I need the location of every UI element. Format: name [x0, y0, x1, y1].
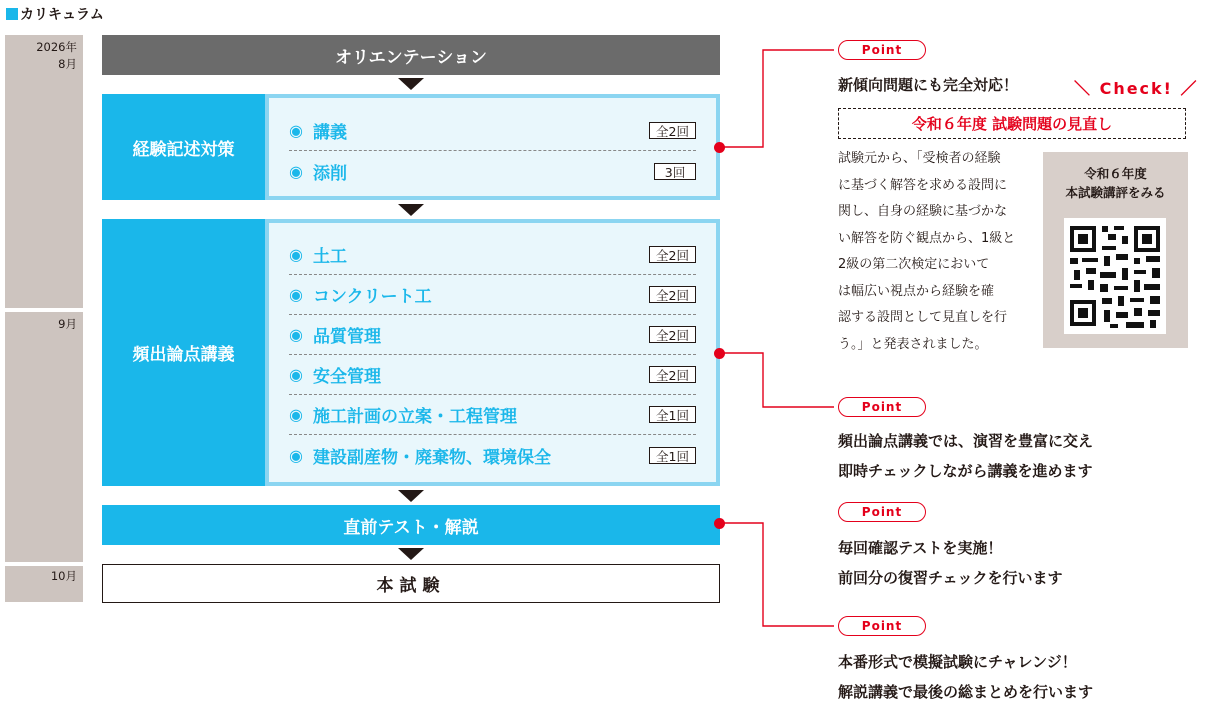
- session-count-badge: 全2回: [649, 366, 696, 383]
- final-review-label: 直前テスト・解説: [343, 517, 479, 538]
- point-line: 即時チェックしながら講義を進めます: [838, 462, 1093, 480]
- bullet-icon: ◉: [289, 285, 303, 304]
- exam-label: 本試験: [376, 576, 446, 596]
- check-banner: [838, 108, 1186, 139]
- bullet-icon: ◉: [289, 121, 303, 140]
- section-name: 経験記述対策: [132, 139, 235, 160]
- body-line: 2級の第二次検定において: [838, 257, 990, 272]
- orientation-label: オリエンテーション: [335, 47, 487, 68]
- point-line: 解説講義で最後の総まとめを行います: [838, 683, 1094, 701]
- point-badge-label: Point: [861, 43, 903, 57]
- section-title-text: カリキュラム: [20, 7, 104, 23]
- bullet-icon: ◉: [289, 405, 303, 424]
- point-text: [838, 70, 1018, 100]
- item-label: 添削: [313, 163, 347, 184]
- bullet-icon: ◉: [289, 445, 303, 465]
- qr-title: [1043, 164, 1188, 202]
- qr-code-icon[interactable]: [1064, 218, 1166, 334]
- check-body-text: [838, 146, 1043, 358]
- check-banner-label: 令和６年度 試験問題の見直し: [911, 115, 1113, 133]
- point-badge: [838, 502, 926, 522]
- point-text: [838, 426, 1093, 486]
- timeline-label: 2026年 8月: [36, 40, 77, 71]
- item-label: 建設副産物・廃棄物、環境保全: [313, 447, 551, 468]
- item-label: 品質管理: [313, 327, 381, 347]
- body-line: う。」と発表されました。: [838, 336, 988, 352]
- timeline-label: 9月: [58, 317, 77, 331]
- point-badge-label: Point: [861, 505, 903, 519]
- check-mark: ＼ Check! ／: [1074, 79, 1199, 98]
- body-line: 試験元から、「受検者の経験: [838, 151, 1001, 166]
- session-count-badge: 全2回: [649, 286, 696, 303]
- connector-line: [720, 353, 834, 407]
- bullet-icon: ◉: [289, 161, 303, 181]
- session-count-badge: 全1回: [649, 406, 696, 423]
- point-line: 前回分の復習チェックを行います: [838, 569, 1063, 587]
- item-label: 施工計画の立案・工程管理: [313, 407, 517, 427]
- point-line: 頻出論点講義では、演習を豊富に交え: [838, 432, 1094, 450]
- section-name: 頻出論点講義: [132, 345, 235, 365]
- body-line: に基づく解答を求める設問に: [838, 177, 1008, 193]
- body-line: い解答を防ぐ観点から、1級と: [838, 230, 1016, 246]
- session-count-badge: 全1回: [649, 447, 696, 464]
- point-line: 毎回確認テストを実施！: [838, 539, 1003, 557]
- item-label: 講義: [313, 123, 347, 143]
- qr-card[interactable]: [1043, 152, 1188, 348]
- connector-line: [720, 523, 834, 626]
- point-line: 本番形式で模擬試験にチャレンジ！: [838, 653, 1077, 671]
- item-label: 安全管理: [313, 367, 381, 387]
- point-line: 新傾向問題にも完全対応！: [838, 76, 1019, 94]
- session-count-badge: 全2回: [649, 122, 696, 139]
- point-badge: [838, 616, 926, 636]
- session-count-badge: 3回: [654, 163, 696, 180]
- point-badge-label: Point: [861, 619, 903, 633]
- connector-dot: [714, 518, 725, 529]
- session-count-badge: 全2回: [649, 246, 696, 263]
- session-count-badge: 全2回: [649, 326, 696, 343]
- timeline-label: 10月: [50, 569, 77, 583]
- bullet-icon: ◉: [289, 325, 303, 344]
- qr-title-line: 本試験講評をみる: [1065, 185, 1166, 200]
- connector-line: [720, 50, 834, 147]
- body-line: は幅広い視点から経験を確: [838, 283, 995, 299]
- body-line: 関し、自身の経験に基づかな: [838, 204, 1008, 219]
- item-label: 土工: [313, 247, 347, 267]
- point-badge-label: Point: [861, 400, 903, 414]
- point-badge: [838, 40, 926, 60]
- point-badge: [838, 397, 926, 417]
- point-text: [838, 647, 1093, 707]
- bullet-icon: ◉: [289, 245, 303, 264]
- bullet-icon: ◉: [289, 365, 303, 384]
- point-text: [838, 533, 1063, 593]
- qr-title-line: 令和６年度: [1084, 166, 1147, 181]
- connector-dot: [714, 142, 725, 153]
- connector-dot: [714, 348, 725, 359]
- item-label: コンクリート工: [313, 287, 432, 307]
- body-line: 認する設問として見直しを行: [838, 310, 1008, 325]
